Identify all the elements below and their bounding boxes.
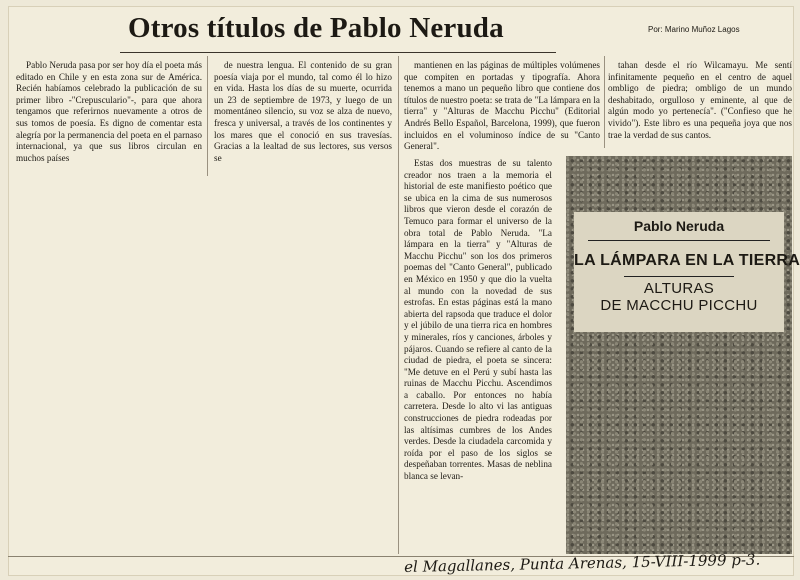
book-cover-title-2-line-1: ALTURAS xyxy=(643,280,715,297)
column-2-text: de nuestra lengua. El contenido de su gran poesía viaja por el mundo, tal como él lo hizo en vida. Hasta los días de su muerte, ocurrida un 23 de septiembre de 1973, y luego de un momentáneo silencio, su voz se alza de nuevo, fresca y universal, a través de los continentes y los mares que el conoció en sus travesías. Gracias a la lealtad de sus lectores, sus versos se xyxy=(214,60,392,163)
book-cover-panel xyxy=(574,212,800,332)
article-column-1 xyxy=(16,60,202,170)
book-cover-title-2 xyxy=(574,280,784,314)
column-3-continued-text: Estas dos muestras de su talento creador nos traen a la memoria el historial de este manifiesto poético que se ubica en la cima de sus numerosos libros que vieron desde el corazón de Temuco para formar el universo de la obra total de Pablo Neruda. "La lámpara en la tierra" y "Alturas de Macchu Picchu" son los dos primeros poemas del "Canto General", publicado en México en 1950 y que dio la vuelta al mundo con la novedad de sus estrofas. En estas páginas está la mano abierta del rapsoda que traduce el dolor y el júbilo de una tierra rica en hombres y minerales, ríos y canciones, árboles y pájaros. Cuando se refiere al canto de la ciudad de piedra, el poeta se sincera: "Me detuve en el Perú y subí hasta las ruinas de Macchu Picchu. Ascendimos a caballo. Por entonces no había carretera. Desde lo alto vi las antiguas construcciones de piedra rodeadas por las altísimas cumbres de los Andes verdes. Desde la ciudadela carcomida y roída por el paso de los siglos se despeñaban torrentes. Masas de neblina blanca se levan- xyxy=(404,158,552,482)
newspaper-clipping xyxy=(8,6,800,576)
headline-row xyxy=(8,12,794,52)
article-column-4 xyxy=(608,60,792,140)
article-column-3-continued xyxy=(404,158,552,552)
column-divider xyxy=(398,56,399,554)
column-4-text: tahan desde el río Wilcamayu. Me sentí infinitamente pequeño en el centro de aquel ombligo de piedra; ombligo de un mundo deshabitado, orgulloso y eminente, al que de algún modo yo pertenecía". ("Confieso que he vivido"). Este libro es una pequeña joya que nos trae la verdad de sus cantos. xyxy=(608,60,792,140)
handwritten-source-note: el Magallanes, Punta Arenas, 15-VIII-1999 p-3. xyxy=(404,550,761,576)
book-cover-title-2-line-2: DE MACCHU PICCHU xyxy=(600,297,758,314)
column-3-text: mantienen en las páginas de múltiples volúmenes que compiten en portadas y tipografía. Ahora tenemos a mano un pequeño libro que contiene dos títulos de nuestro poeta: se trata de "La lámpara en la tierra" y "Alturas de Macchu Picchu" (Editorial Andrés Bello Español, Barcelona, 1999), que fueron incluidos en el voluminoso índice de su "Canto General". xyxy=(404,60,600,152)
article-byline: Por: Marino Muñoz Lagos xyxy=(648,25,740,34)
book-cover-title-1: LA LÁMPARA EN LA TIERRA xyxy=(574,252,800,269)
book-cover-author: Pablo Neruda xyxy=(633,218,725,234)
column-divider xyxy=(207,56,208,176)
article-headline: Otros títulos de Pablo Neruda xyxy=(128,12,504,44)
headline-rule xyxy=(120,52,556,53)
cover-divider xyxy=(588,240,770,241)
cover-divider xyxy=(624,276,734,277)
column-1-text: Pablo Neruda pasa por ser hoy día el poeta más editado en Chile y en esta zona sur de América. Recién habíamos celebrado la publicación de su primer libro -"Crepusculario"-, para que ahora tengamos que referirnos nuevamente a otros de sus tomos de poesía. Es digno de comentar esta alegría por la permanencia del poeta en el parnaso internacional, ya que sus libros circulan en muchos países xyxy=(16,60,202,163)
book-cover-image xyxy=(566,156,800,554)
article-column-2 xyxy=(214,60,392,170)
article-column-3 xyxy=(404,60,600,160)
column-divider xyxy=(604,56,605,148)
